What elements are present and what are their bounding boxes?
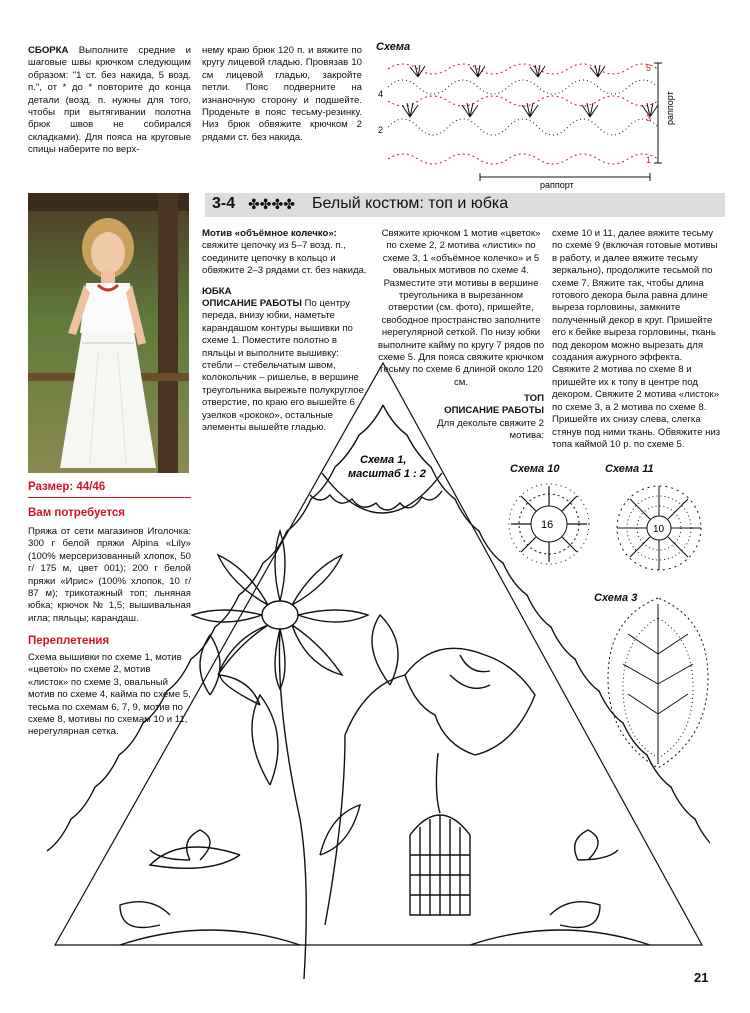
motif-lead: Мотив «объёмное колечко»:: [202, 228, 337, 239]
schema3-diagram: [598, 594, 718, 774]
motif-text: свяжите цепочку из 5–7 возд. п., соедините цепочку в кольцо и обвяжите 2–3 рядами ст. без накида.: [202, 240, 367, 277]
size-label: Размер: 44/46: [28, 481, 106, 493]
heading-ornament: ✤✤✤✤: [248, 196, 295, 212]
top-desc-title: ОПИСАНИЕ РАБОТЫ: [444, 405, 544, 417]
schema-rapport-vertical: раппорт: [665, 91, 675, 125]
schema-row-4: 4: [378, 89, 384, 99]
assembly-text-continued: нему краю брюк 120 п. и вяжите по кругу лицевой гладью. Провязав 10 см лицевой гладью, закройте петли. Пояс подверните на изнаночную сторону и подшейте. Проденьте в пояс тесьму-резинку. Низ брюк обвяжите крючком 2 рядами ст. без накида.: [202, 45, 362, 143]
top-column-1: [28, 45, 191, 157]
weave-text: Схема вышивки по схеме 1, мотив «цветок» по схеме 2, мотив «листок» по схеме 3, овальный мотив по схеме 4, кайма по схеме 5, тесьма по схемам 6, 7, 9, мотив по схеме 8, мотивы по схемам 10 и 11, нерегулярная сетка.: [28, 652, 191, 738]
schema11-title: Схема 11: [605, 463, 654, 475]
assembly-lead: СБОРКА: [28, 45, 69, 56]
schema-top-title: Схема: [376, 41, 411, 53]
need-title: Вам потребуется: [28, 507, 126, 519]
skirt-desc-title: ОПИСАНИЕ РАБОТЫ: [202, 298, 302, 310]
heading-title: Белый костюм: топ и юбка: [312, 195, 509, 212]
top-column-2: [202, 45, 362, 144]
schema1-scale: масштаб 1 : 2: [348, 468, 426, 480]
heading-number: 3-4: [212, 195, 236, 212]
top-desc-text: Для декольте свяжите 2 мотива:: [437, 417, 544, 442]
top-title: ТОП: [524, 393, 544, 404]
schema-row-3: 3: [646, 113, 652, 123]
schema-row-1: 1: [646, 155, 652, 165]
assembly-text: Выполните средние и шаговые швы крючком следующим образом: "1 ст. без накида, 5 возд. п.", от * до * повторите до конца детали (возд. п. нужны для того, чтобы при вытягивании полотна брюк швов не собирался складками). Для пояса на круговые спицы наберите по верх-: [28, 45, 192, 156]
schema10-diagram: [503, 478, 595, 570]
skirt-title: ЮБКА: [202, 285, 232, 297]
top-stitch-schema: [370, 55, 690, 190]
motifs-text: Свяжите крючком 1 мотив «цветок» по схеме 2, 2 мотива «листик» по схеме 3, 1 «объёмное колечко» и 5 овальных мотивов по схеме 4. Разместите эти мотивы в вершине треугольника в вырезанном отверстии (см. фото), пришейте, свободное пространство заполните нерегулярной сеткой. По низу юбки выполните кайму по кругу 7 рядов по схеме 5. Для пояса свяжите крючком тесьму по схеме 6 длиной около 120 см.: [377, 228, 545, 388]
schema10-title: Схема 10: [510, 463, 560, 475]
top-continue-text: схеме 10 и 11, далее вяжите тесьму по схеме 9 (включая готовые мотивы в работу, и далее вяжите тесьму зеркально), продолжите тесьмой по схеме 7. Вяжите так, чтобы длина готового декора была равна длине выреза горловины, замкните полученный декор в круг. Пришейте его к бейке выреза горловины, ткань под декором можно вырезать для создания ажурного эффекта. Свяжите 2 мотива по схеме 8 и пришейте их к топу в центре под декором. Свяжите 2 мотива «листок» по схеме 3, а 2 мотива по схеме 8. Пришейте их снизу слева, слегка стянув под ними ткань. Обвяжите низ топа каймой 10 р. по схеме 5.: [552, 228, 721, 450]
schema3-title: Схема 3: [594, 592, 638, 604]
schema11-diagram: [612, 478, 712, 578]
skirt-desc-text: По центру переда, внизу юбки, наметьте карандашом контуры вышивки по схеме 1. Поместите полотно в пяльцы и выполните вышивку: стебли – стебельчатым швом, колокольчик – ришелье, в вершине треугольника вырежьте полукруглое отверстие, по краю его вышейте 6 узелков «рококо», остальные элементы вышейте гладью.: [202, 298, 364, 434]
need-text: Пряжа от сети магазинов Иголочка: 300 г белой пряжи Alpina «Lily» (100% мерсеризованный хлопок, 50 г/ 175 м, цвет 001); 200 г белой пряжи «Ирис» (100% хлопок, 10 г/ 87 м); трикотажный топ; льняная юбка; крючок № 1,5; вышивальная игла; пяльцы; карандаш.: [28, 526, 191, 624]
schema10-number: 16: [541, 519, 554, 531]
schema-row-5: 5: [646, 63, 652, 73]
schema-row-2: 2: [378, 125, 384, 135]
schema11-number: 10: [653, 524, 665, 535]
weave-title: Переплетения: [28, 635, 110, 647]
schema1-title: Схема 1,: [360, 454, 407, 466]
schema-rapport-horizontal: раппорт: [540, 180, 574, 190]
page-number: 21: [694, 970, 709, 985]
